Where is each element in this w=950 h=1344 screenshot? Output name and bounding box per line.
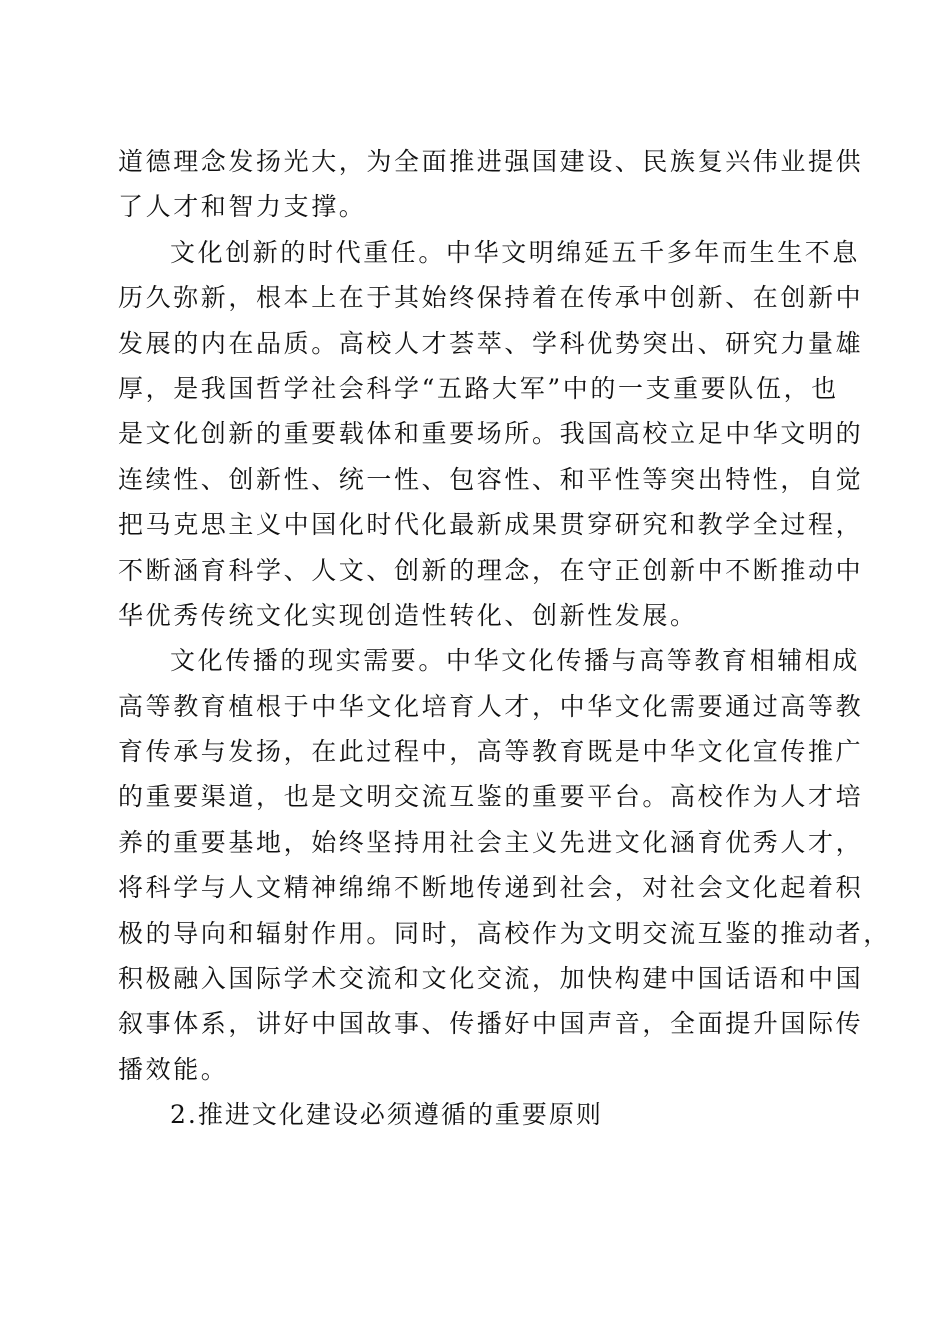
section-heading-text: 2.推进文化建设必须遵循的重要原则 xyxy=(170,1100,603,1130)
paragraph-2 xyxy=(118,230,864,639)
paragraph-1 xyxy=(118,139,864,230)
section-heading xyxy=(118,1092,830,1137)
paragraph-line: 播效能。 xyxy=(118,1054,229,1084)
paragraph-line: 把马克思主义中国化时代化最新成果贯穿研究和教学全过程， xyxy=(118,510,864,540)
paragraph-line: 文化传播的现实需要。中华文化传播与高等教育相辅相成 xyxy=(170,646,861,676)
document-body xyxy=(118,139,891,1138)
paragraph-3 xyxy=(118,638,891,1092)
paragraph-line: 高等教育植根于中华文化培育人才，中华文化需要通过高等教 xyxy=(118,691,864,721)
paragraph-line: 文化创新的时代重任。中华文明绵延五千多年而生生不息 xyxy=(170,237,861,267)
paragraph-line: 育传承与发扬，在此过程中，高等教育既是中华文化宣传推广 xyxy=(118,737,864,767)
paragraph-line: 厚，是我国哲学社会科学“五路大军”中的一支重要队伍，也 xyxy=(118,373,839,403)
paragraph-line: 极的导向和辐射作用。同时，高校作为文明交流互鉴的推动者， xyxy=(118,918,891,948)
paragraph-line: 连续性、创新性、统一性、包容性、和平性等突出特性，自觉 xyxy=(118,464,864,494)
paragraph-line: 华优秀传统文化实现创造性转化、创新性发展。 xyxy=(118,600,698,630)
paragraph-line: 发展的内在品质。高校人才荟萃、学科优势突出、研究力量雄 xyxy=(118,328,864,358)
paragraph-line: 是文化创新的重要载体和重要场所。我国高校立足中华文明的 xyxy=(118,419,864,449)
paragraph-line: 了人才和智力支撑。 xyxy=(118,192,367,222)
paragraph-line: 不断涵育科学、人文、创新的理念，在守正创新中不断推动中 xyxy=(118,555,864,585)
paragraph-line: 叙事体系，讲好中国故事、传播好中国声音，全面提升国际传 xyxy=(118,1009,864,1039)
paragraph-line: 积极融入国际学术交流和文化交流，加快构建中国话语和中国 xyxy=(118,964,864,994)
paragraph-line: 历久弥新，根本上在于其始终保持着在传承中创新、在创新中 xyxy=(118,283,864,313)
paragraph-line: 养的重要基地，始终坚持用社会主义先进文化涵育优秀人才， xyxy=(118,827,864,857)
paragraph-line: 将科学与人文精神绵绵不断地传递到社会，对社会文化起着积 xyxy=(118,873,864,903)
paragraph-line: 的重要渠道，也是文明交流互鉴的重要平台。高校作为人才培 xyxy=(118,782,864,812)
paragraph-line: 道德理念发扬光大，为全面推进强国建设、民族复兴伟业提供 xyxy=(118,147,864,176)
